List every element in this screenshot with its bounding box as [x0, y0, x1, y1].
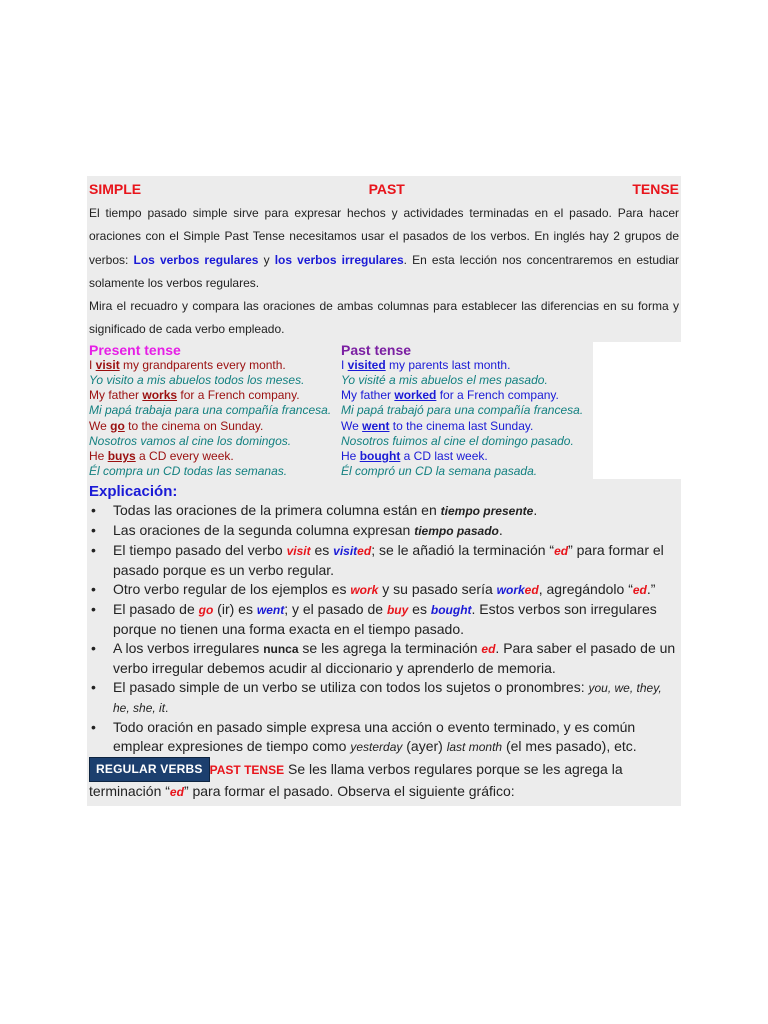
verb: visited — [347, 357, 386, 372]
past-heading: Past tense — [341, 341, 412, 358]
past-row: My father worked for a French company. Mi papá trabajó para una compañía francesa. — [341, 388, 593, 418]
verb: went — [362, 418, 390, 433]
translation: Él compra un CD todas las semanas. — [89, 464, 288, 479]
verb: go — [110, 418, 125, 433]
regular-verbs-paragraph: REGULAR VERBS PAST TENSE Se les llama verbos regulares porque se les agrega la terminación “ed” para formar el pasado. Observa el siguiente gráfico: — [89, 757, 679, 802]
list-item: • Otro verbo regular de los ejemplos es work y su pasado sería worked, agregándolo “ed.” — [89, 580, 679, 600]
translation: Mi papá trabajó para una compañía francesa. — [341, 403, 584, 418]
present-heading: Present tense — [89, 341, 181, 358]
present-row: My father works for a French company. Mi papá trabaja para una compañía francesa. — [89, 388, 341, 418]
irregular-verbs-highlight: los verbos irregulares — [274, 252, 404, 267]
present-row: I visit my grandparents every month. Yo visito a mis abuelos todos los meses. — [89, 358, 341, 388]
translation: Nosotros fuimos al cine el domingo pasado. — [341, 433, 574, 448]
intro-paragraph — [87, 202, 681, 295]
translation: Nosotros vamos al cine los domingos. — [89, 433, 292, 448]
title-simple: SIMPLE — [89, 181, 142, 197]
list-item: • Todas las oraciones de la primera columna están en tiempo presente. — [89, 501, 679, 521]
intro-text: y — [258, 252, 275, 267]
lesson-title — [87, 176, 681, 202]
verb: buys — [107, 449, 136, 463]
intro-text: . En esta lección nos concentraremos en estudiar solamente los verbos regulares. — [89, 252, 680, 290]
list-item: • A los verbos irregulares nunca se les agrega la terminación ed. Para saber el pasado de un verbo irregular debemos acudir al diccionario y aprenderlo de memoria. — [89, 639, 679, 678]
title-tense: TENSE — [632, 181, 679, 197]
verb: works — [142, 388, 178, 403]
past-row: We went to the cinema last Sunday. Nosotros fuimos al cine el domingo pasado. — [341, 419, 593, 449]
list-item: • Las oraciones de la segunda columna expresan tiempo pasado. — [89, 521, 679, 541]
verb: bought — [359, 449, 401, 463]
verb: visit — [95, 357, 120, 372]
translation: Yo visito a mis abuelos todos los meses. — [89, 372, 305, 387]
verb: worked — [394, 388, 437, 403]
present-column — [87, 342, 341, 480]
translation: Él compró un CD la semana pasada. — [341, 464, 538, 479]
regular-verbs-badge: REGULAR VERBS — [89, 757, 210, 782]
intro-paragraph-2: Mira el recuadro y compara las oraciones de ambas columnas para establecer las diferencias en su forma y significado de cada verbo empleado. — [89, 299, 679, 337]
list-item: • El pasado simple de un verbo se utiliza con todos los sujetos o pronombres: you, we, they, he, she, it. — [89, 678, 679, 718]
title-past: PAST — [368, 181, 405, 197]
explanation-title: Explicación: — [89, 483, 178, 501]
explanation-list — [89, 501, 679, 757]
present-row: He buys a CD every week. Él compra un CD todas las semanas. — [89, 449, 341, 479]
lesson-sheet — [87, 176, 681, 806]
intro-text: El tiempo pasado simple sirve para expresar hechos y actividades terminadas en el pasado. Para hacer oraciones con el Simple Past Tense necesitamos usar el pasados de los verbos. En inglés hay 2 grupos de verbos: — [89, 206, 679, 267]
past-row: He bought a CD last week. Él compró un CD la semana pasada. — [341, 449, 593, 479]
translation: Yo visité a mis abuelos el mes pasado. — [341, 372, 548, 387]
list-item: • El tiempo pasado del verbo visit es visited; se le añadió la terminación “ed” para formar el pasado porque es un verbo regular. — [89, 541, 679, 580]
list-item: • Todo oración en pasado simple expresa una acción o evento terminado, y es común emplear expresiones de tiempo como yesterday (ayer) last month (el mes pasado), etc. — [89, 718, 679, 757]
regular-verbs-highlight: Los verbos regulares — [133, 252, 259, 267]
comparison-table — [87, 342, 681, 480]
explanation-section — [87, 479, 681, 806]
past-row: I visited my parents last month. Yo visité a mis abuelos el mes pasado. — [341, 358, 593, 388]
list-item: • El pasado de go (ir) es went; y el pasado de buy es bought. Estos verbos son irregulares porque no tienen una forma exacta en el tiempo pasado. — [89, 600, 679, 639]
past-tense-label: PAST TENSE — [209, 763, 285, 778]
translation: Mi papá trabaja para una compañía francesa. — [89, 403, 332, 418]
present-row: We go to the cinema on Sunday. Nosotros vamos al cine los domingos. — [89, 419, 341, 449]
past-column — [341, 342, 593, 480]
